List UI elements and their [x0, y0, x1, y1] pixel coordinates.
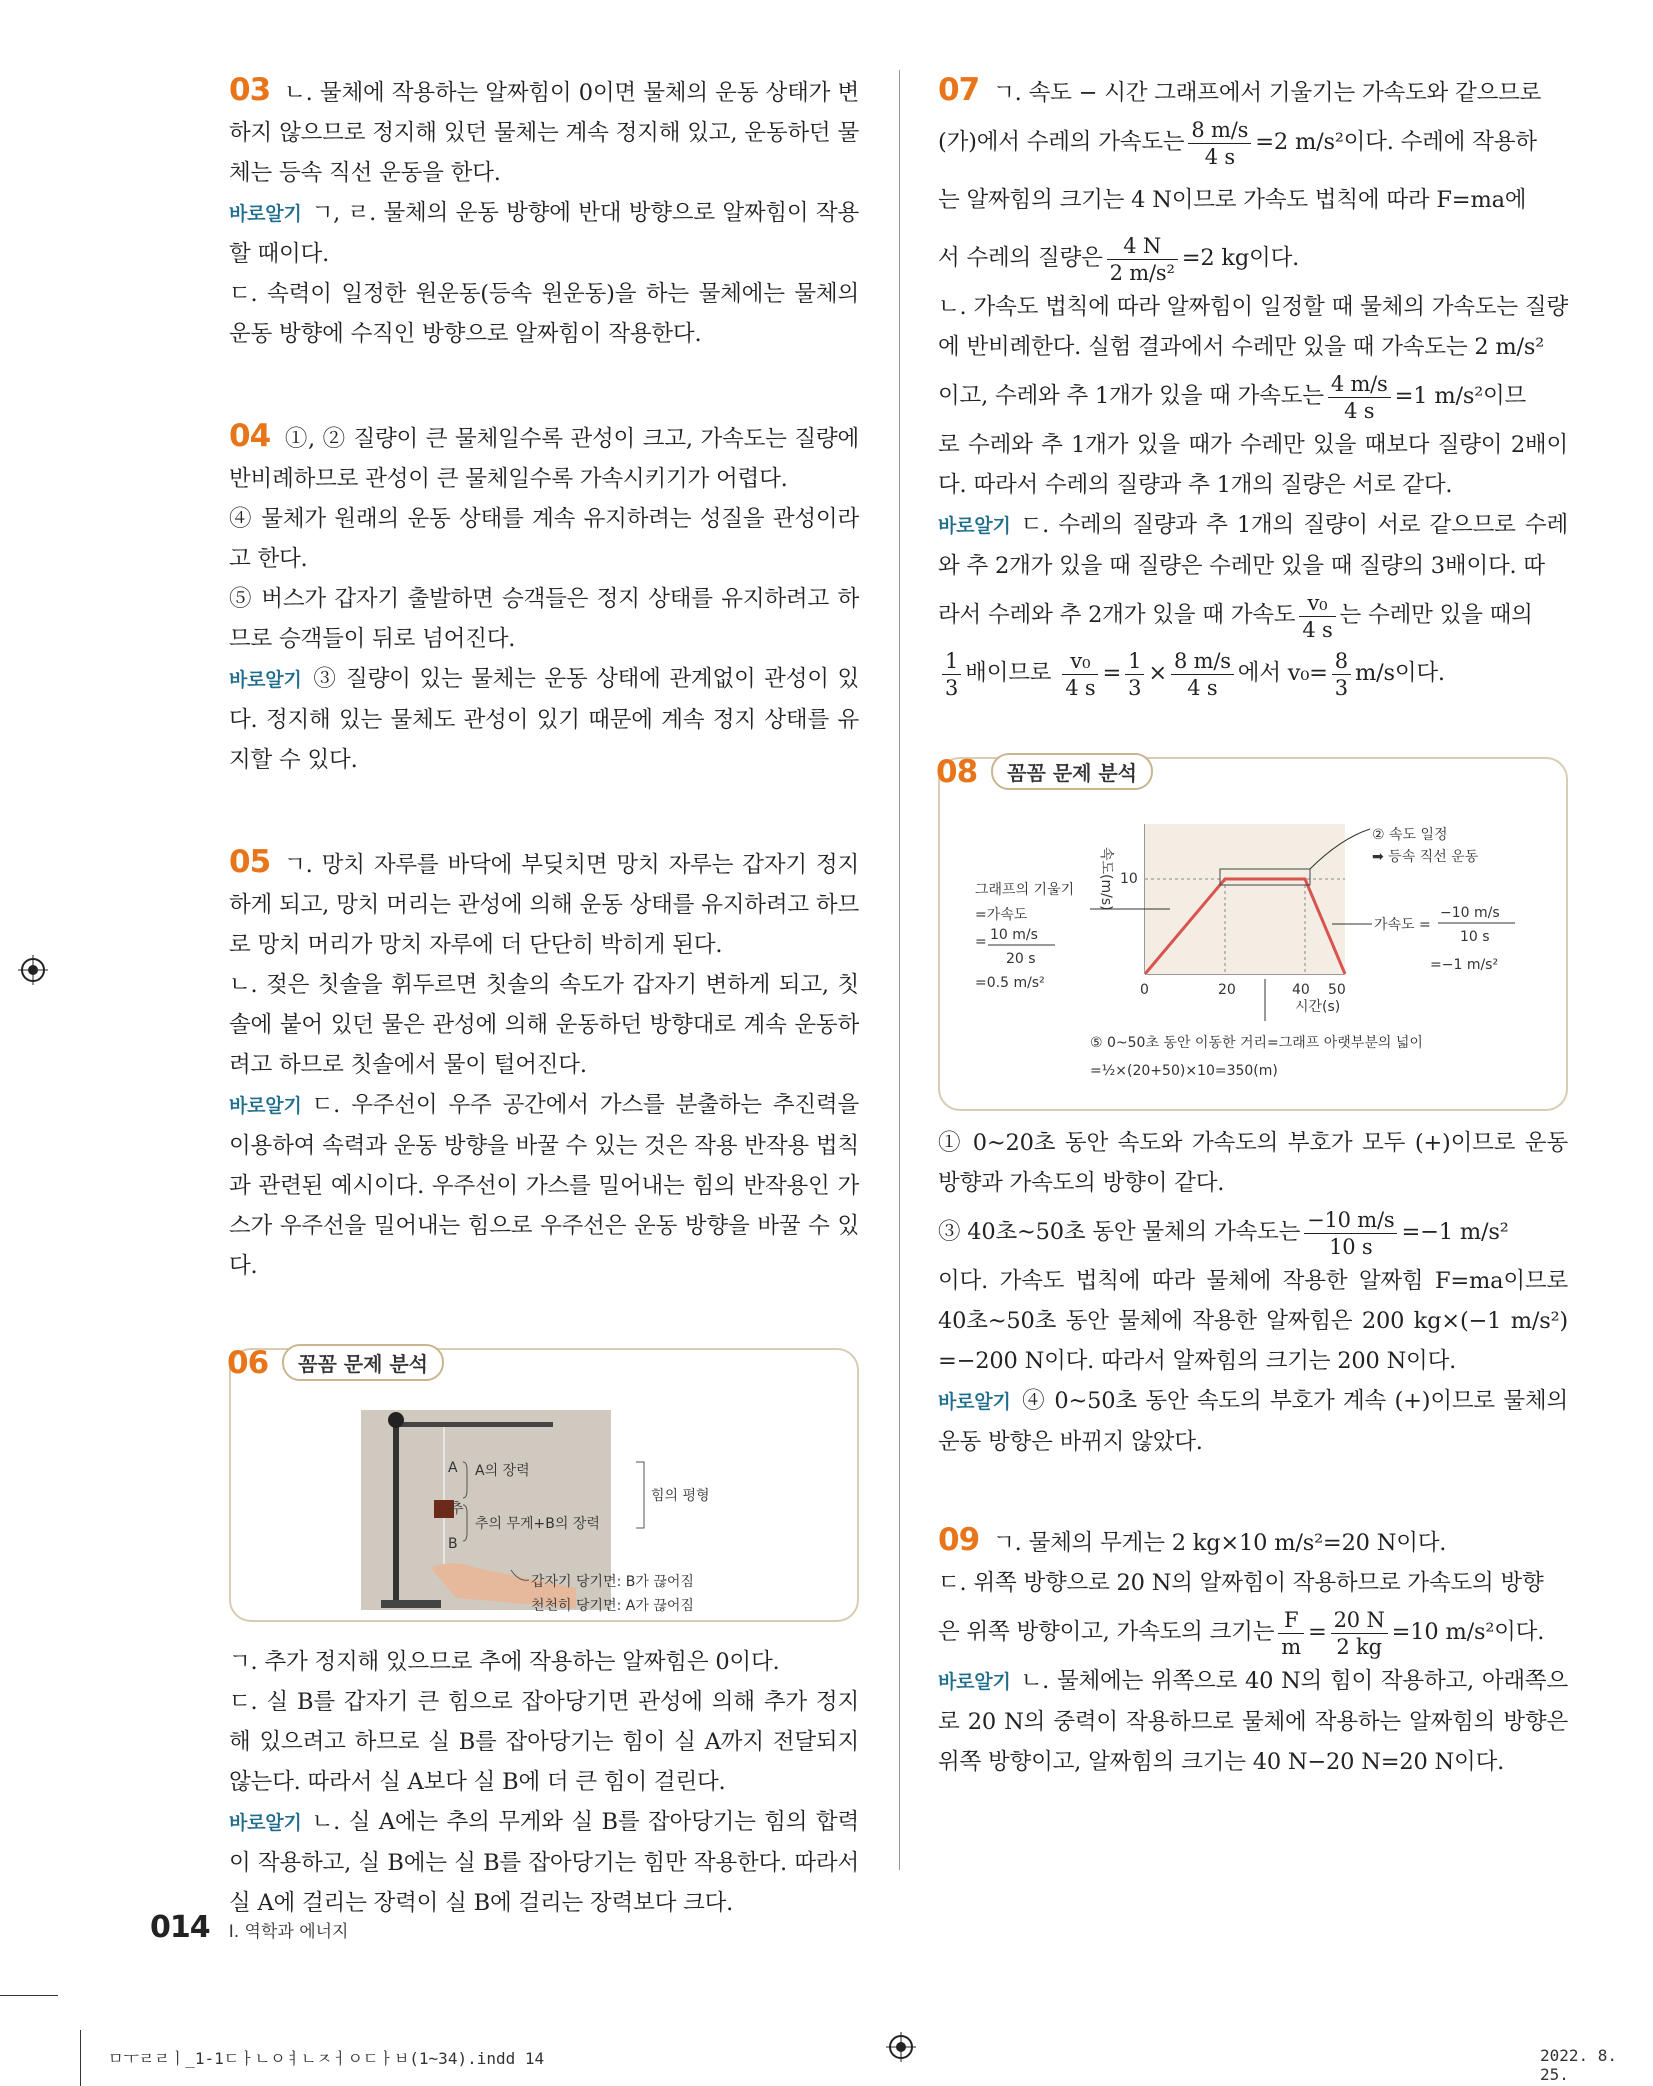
decel-numerator: −10 m/s: [1440, 905, 1500, 921]
times-sign: ×: [1148, 660, 1167, 686]
answer-text: ㄷ. 위쪽 방향으로 20 N의 알짜힘이 작용하므로 가속도의 방향: [938, 1570, 1544, 1596]
answer-text: 로 수레와 추 1개가 있을 때가 수레만 있을 때보다 질량이 2배이다. 따라서 수레의 질량과 추 1개의 질량은 서로 같다.: [938, 432, 1568, 498]
numerator: 8: [1332, 648, 1351, 675]
correction-text: ③ 질량이 있는 물체는 운동 상태에 관계없이 관성이 있다. 정지해 있는 물체도 관성이 있기 때문에 계속 정지 상태를 유지할 수 있다.: [229, 666, 859, 773]
fraction: [1278, 1607, 1304, 1660]
answer-text: 이다. 가속도 법칙에 따라 물체에 작용한 알짜힘 F=ma이므로 40초~50초 동안 물체에 작용한 알짜힘은 200 kg×(−1 m/s²) =−200 N이다. 따라서 알짜힘의 크기는 200 N이다.: [938, 1268, 1568, 1374]
answer-text: 는 알짜힘의 크기는 4 N이므로 가속도 법칙에 따라 F=ma에: [938, 187, 1527, 213]
numerator: 1: [1125, 648, 1144, 675]
answer-03: [229, 70, 859, 354]
denominator: m: [1281, 1634, 1301, 1659]
fraction: [1107, 233, 1178, 286]
label-chu: 추: [450, 1501, 464, 1517]
answer-text: ㄱ. 망치 자루를 바닥에 부딪치면 망치 자루는 갑자기 정지하게 되고, 망치 머리는 관성에 의해 운동 상태를 유지하려고 하므로 망치 머리가 망치 자루에 더 단단히 박히게 된다.: [229, 852, 859, 958]
answer-text: 에서 v₀=: [1237, 660, 1328, 686]
fraction: [1304, 1207, 1397, 1260]
equilibrium-label: 힘의 평형: [651, 1488, 710, 1504]
denominator: 4 s: [1204, 144, 1235, 169]
numerator: v₀: [1299, 590, 1335, 617]
analysis-box: [227, 1344, 859, 1622]
fraction: [1125, 648, 1144, 701]
analysis-pill: 꼼꼼 문제 분석: [991, 753, 1153, 790]
question-number: 05: [229, 844, 271, 880]
question-number: 04: [229, 418, 271, 454]
answer-text: 는 수레만 있을 때의: [1339, 602, 1533, 628]
equals-sign: =: [1307, 1619, 1327, 1645]
answer-text: 라서 수레와 추 2개가 있을 때 가속도: [938, 602, 1296, 628]
registration-mark-icon: [18, 955, 48, 985]
answer-text: 서 수레의 질량은: [938, 245, 1103, 271]
crop-mark: [0, 1995, 58, 1996]
correction-text: ㄴ. 물체에는 위쪽으로 40 N의 힘이 작용하고, 아래쪽으로 20 N의 중력이 작용하므로 물체에 작용하는 알짜힘의 방향은 위쪽 방향이고, 알짜힘의 크기는 40 N−20 N=20 N이다.: [938, 1668, 1568, 1775]
stand-knob: [388, 1412, 404, 1428]
constant-motion-label: ➡ 등속 직선 운동: [1372, 849, 1479, 865]
constant-label: ② 속도 일정: [1372, 827, 1448, 843]
correction-text: ④ 0~50초 동안 속도의 부호가 계속 (+)이므로 물체의 운동 방향은 바뀌지 않았다.: [938, 1388, 1568, 1455]
answer-text: ㄱ. 속도 − 시간 그래프에서 기울기는 가속도와 같으므로: [993, 80, 1542, 106]
pendulum-figure: [231, 1350, 861, 1620]
answer-07: [938, 70, 1568, 702]
answer-text: ① 0~20초 동안 속도와 가속도의 부호가 모두 (+)이므로 운동 방향과 가속도의 방향이 같다.: [938, 1130, 1568, 1196]
decel-result: =−1 m/s²: [1430, 957, 1499, 973]
decel-denominator: 10 s: [1460, 929, 1490, 945]
numerator: 8 m/s: [1188, 117, 1251, 144]
slope-eq-prefix: =: [975, 934, 987, 950]
slope-eq: =가속도: [975, 907, 1028, 923]
denominator: 10 s: [1329, 1234, 1373, 1259]
fraction: [1299, 590, 1335, 643]
answer-text: ①, ② 질량이 큰 물체일수록 관성이 크고, 가속도는 질량에 반비례하므로 관성이 큰 물체일수록 가속시키기가 어렵다.: [229, 426, 859, 492]
correction-text: ㄷ. 우주선이 우주 공간에서 가스를 분출하는 추진력을 이용하여 속력과 운동 방향을 바꿀 수 있는 것은 작용 반작용 법칙과 관련된 예시이다. 우주선이 가스를 밀어내는 힘의 반작용인 가스가 우주선을 밀어내는 힘으로 우주선은 운동 방향을 바꿀 수 있다.: [229, 1092, 859, 1279]
fraction: [1188, 117, 1251, 170]
analysis-box: [936, 753, 1568, 1111]
stand-base: [381, 1600, 441, 1608]
baro-tag: 바로알기: [229, 1812, 302, 1834]
pull-slow-label: 천천히 당기면: A가 끊어짐: [531, 1598, 694, 1614]
correction-text: ㄴ. 실 A에는 추의 무게와 실 B를 잡아당기는 힘의 합력이 작용하고, 실 B에는 실 B를 잡아당기는 힘만 작용한다. 따라서 실 A에 걸리는 장력이 실 B에 걸리는 장력보다 크다.: [229, 1809, 859, 1916]
file-slug: ㅁㅜㄹㄹㅣ_1-1ㄷㅏㄴㅇㅕㄴㅈㅓㅇㄷㅏㅂ(1~34).indd 14: [108, 2049, 545, 2068]
answer-text: ㄴ. 물체에 작용하는 알짜힘이 0이면 물체의 운동 상태가 변하지 않으므로 정지해 있던 물체는 계속 정지해 있고, 운동하던 물체는 등속 직선 운동을 한다.: [229, 80, 859, 186]
baro-tag: 바로알기: [938, 515, 1011, 537]
chapter-label: I. 역학과 에너지: [228, 1922, 349, 1942]
stand-pole: [393, 1420, 399, 1605]
baro-tag: 바로알기: [229, 1095, 302, 1117]
print-date: 2022. 8. 25.: [1540, 2046, 1618, 2084]
crop-mark: [80, 2030, 81, 2086]
answer-06: [227, 1344, 859, 1923]
slope-numerator: 10 m/s: [990, 927, 1038, 943]
answer-text: ⑤ 버스가 갑자기 출발하면 승객들은 정지 상태를 유지하려고 하므로 승객들이 뒤로 넘어진다.: [229, 586, 859, 652]
denominator: 2 m/s²: [1109, 260, 1175, 285]
baro-tag: 바로알기: [229, 669, 302, 691]
numerator: −10 m/s: [1304, 1207, 1397, 1234]
page-footer: [150, 1910, 348, 1945]
fraction: [1171, 648, 1234, 701]
correction-text: ㄷ. 속력이 일정한 원운동(등속 원운동)을 하는 물체에는 물체의 운동 방향에 수직인 방향으로 알짜힘이 작용한다.: [229, 281, 859, 347]
answer-text: ③ 40초~50초 동안 물체의 가속도는: [938, 1219, 1301, 1245]
answer-text: =2 m/s²이다. 수레에 작용하: [1255, 129, 1537, 155]
label-b: B: [448, 1536, 458, 1552]
answer-text: ④ 물체가 원래의 운동 상태를 계속 유지하려는 성질을 관성이라고 한다.: [229, 506, 859, 572]
answer-text: 은 위쪽 방향이고, 가속도의 크기는: [938, 1619, 1275, 1645]
x-tick-0: 0: [1140, 982, 1149, 998]
answer-text: ㄱ. 추가 정지해 있으므로 추에 작용하는 알짜힘은 0이다.: [229, 1649, 780, 1675]
numerator: F: [1278, 1607, 1304, 1634]
answer-text: ㄴ. 젖은 칫솔을 휘두르면 칫솔의 속도가 갑자기 변하게 되고, 칫솔에 붙어 있던 물은 관성에 의해 운동하던 방향대로 계속 운동하려고 하므로 칫솔에서 물이 털어진다.: [229, 972, 859, 1078]
decel-label: 가속도 =: [1374, 917, 1431, 933]
equilibrium-bracket: [636, 1462, 644, 1528]
answer-05: [229, 842, 859, 1286]
analysis-pill: 꼼꼼 문제 분석: [282, 1344, 444, 1381]
column-divider: [899, 70, 900, 1870]
fraction: [1062, 648, 1098, 701]
denominator: 4 s: [1065, 675, 1096, 700]
answer-text: ㄱ. 물체의 무게는 2 kg×10 m/s²=20 N이다.: [993, 1530, 1447, 1556]
registration-mark-icon: [886, 2032, 916, 2062]
question-number: 07: [938, 72, 980, 108]
x-tick-50: 50: [1328, 982, 1346, 998]
answer-text: =−1 m/s²: [1401, 1219, 1509, 1245]
x-tick-40: 40: [1292, 982, 1310, 998]
numerator: 4 N: [1107, 233, 1178, 260]
y-axis-label: 속도(m/s): [1098, 847, 1114, 911]
area-label: ⑤ 0~50초 동안 이동한 거리=그래프 아랫부분의 넓이: [1090, 1035, 1423, 1051]
x-axis-label: 시간(s): [1295, 999, 1341, 1015]
baro-tag: 바로알기: [938, 1391, 1011, 1413]
fraction: [1328, 371, 1391, 424]
answer-text: =1 m/s²이므: [1394, 383, 1527, 409]
pull-fast-label: 갑자기 당기면: B가 끊어짐: [531, 1574, 694, 1590]
page-number: 014: [150, 1910, 210, 1945]
correction-text: ㄷ. 수레의 질량과 추 1개의 질량이 서로 같으므로 수레와 추 2개가 있을 때 질량은 수레만 있을 때 질량의 3배이다. 따: [938, 512, 1568, 579]
numerator: 20 N: [1331, 1607, 1388, 1634]
slope-result: =0.5 m/s²: [975, 975, 1045, 991]
answer-text: ㄴ. 가속도 법칙에 따라 알짜힘이 일정할 때 물체의 가속도는 질량에 반비례한다. 실험 결과에서 수레만 있을 때 가속도는 2 m/s²: [938, 294, 1568, 360]
denominator: 2 kg: [1336, 1634, 1382, 1659]
fraction: [942, 648, 961, 701]
numerator: 8 m/s: [1171, 648, 1234, 675]
numerator: 4 m/s: [1328, 371, 1391, 398]
tension-a-label: A의 장력: [475, 1463, 530, 1479]
answer-text: 배이므로: [965, 660, 1052, 686]
y-tick-10: 10: [1120, 871, 1138, 887]
label-a: A: [448, 1460, 458, 1476]
answer-text: =2 kg이다.: [1181, 245, 1300, 271]
answer-text: =10 m/s²이다.: [1391, 1619, 1545, 1645]
velocity-time-graph: [940, 759, 1570, 1109]
x-tick-20: 20: [1218, 982, 1236, 998]
answer-text: ㄷ. 실 B를 갑자기 큰 힘으로 잡아당기면 관성에 의해 추가 정지해 있으려고 하므로 실 B를 잡아당기는 힘이 실 A까지 전달되지 않는다. 따라서 실 A보다 실 B에 더 큰 힘이 걸린다.: [229, 1689, 859, 1795]
baro-tag: 바로알기: [938, 1671, 1011, 1693]
denominator: 3: [945, 675, 959, 700]
question-number: 03: [229, 72, 271, 108]
denominator: 4 s: [1344, 398, 1375, 423]
numerator: v₀: [1062, 648, 1098, 675]
slope-denominator: 20 s: [1006, 951, 1036, 967]
right-column: [938, 70, 1568, 1782]
denominator: 4 s: [1187, 675, 1218, 700]
baro-tag: 바로알기: [229, 203, 302, 225]
answer-09: [938, 1520, 1568, 1782]
numerator: 1: [942, 648, 961, 675]
tension-b-label: 추의 무게+B의 장력: [475, 1516, 600, 1532]
answer-08: [936, 753, 1568, 1462]
area-formula: =½×(20+50)×10=350(m): [1090, 1063, 1278, 1079]
left-column: [229, 70, 859, 1923]
fraction: [1331, 1607, 1388, 1660]
answer-text: 이고, 수레와 추 1개가 있을 때 가속도는: [938, 383, 1324, 409]
equals-sign: =: [1102, 660, 1122, 686]
answer-text: (가)에서 수레의 가속도는: [938, 129, 1185, 155]
slope-label: 그래프의 기울기: [975, 882, 1075, 898]
question-number: 06: [227, 1344, 269, 1381]
answer-text: m/s이다.: [1354, 660, 1445, 686]
question-number: 09: [938, 1522, 980, 1558]
correction-text: ㄱ, ㄹ. 물체의 운동 방향에 반대 방향으로 알짜힘이 작용할 때이다.: [229, 200, 859, 267]
question-number: 08: [936, 753, 978, 790]
denominator: 3: [1128, 675, 1142, 700]
stand-arm: [393, 1422, 553, 1427]
denominator: 4 s: [1302, 617, 1333, 642]
fraction: [1332, 648, 1351, 701]
answer-04: [229, 416, 859, 780]
denominator: 3: [1334, 675, 1348, 700]
